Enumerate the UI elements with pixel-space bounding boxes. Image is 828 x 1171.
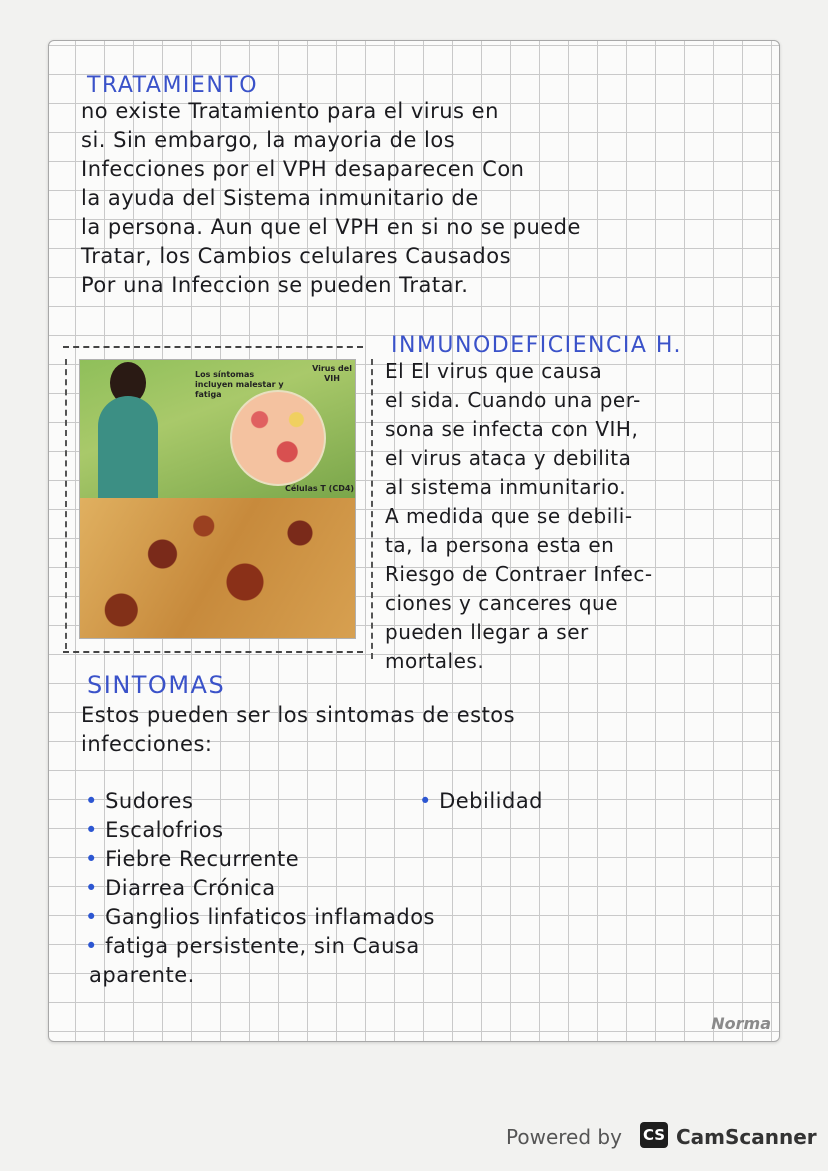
immuno-line: Riesgo de Contraer Infec- xyxy=(385,562,653,586)
symptoms-intro: Estos pueden ser los sintomas de estos xyxy=(81,703,516,727)
immuno-line: A medida que se debili- xyxy=(385,504,633,528)
dashed-divider-right xyxy=(371,359,373,659)
blood-cells-magnified xyxy=(230,390,326,486)
symptom-item: • Diarrea Crónica xyxy=(85,876,276,900)
symptom-item: • Ganglios linfaticos inflamados xyxy=(85,905,435,929)
symptoms-heading: SINTOMAS xyxy=(87,671,226,699)
symptom-item: • Sudores xyxy=(85,789,194,813)
treatment-line: la ayuda del Sistema inmunitario de xyxy=(81,186,479,210)
label-virus: Virus del VIH xyxy=(312,364,352,383)
camscanner-icon: CS xyxy=(640,1122,668,1148)
immuno-line: sona se infecta con VIH, xyxy=(385,417,639,441)
symptom-item: • Debilidad xyxy=(419,789,544,813)
dashed-divider-top xyxy=(63,346,363,348)
treatment-line: Infecciones por el VPH desaparecen Con xyxy=(81,157,525,181)
treatment-line: la persona. Aun que el VPH en si no se puede xyxy=(81,215,581,239)
symptom-item: • Fiebre Recurrente xyxy=(85,847,300,871)
dashed-divider-bottom xyxy=(63,651,363,653)
immuno-line: ta, la persona esta en xyxy=(385,533,615,557)
hiv-illustration xyxy=(79,359,356,639)
treatment-line: no existe Tratamiento para el virus en xyxy=(81,99,499,123)
immuno-line: El El virus que causa xyxy=(385,359,603,383)
dashed-divider-left xyxy=(65,359,67,649)
symptom-item: • Escalofrios xyxy=(85,818,224,842)
label-symptoms: Los síntomas incluyen malestar y fatiga xyxy=(195,370,284,399)
powered-by-text: Powered by xyxy=(506,1125,622,1149)
illustration-symptoms-panel xyxy=(80,360,355,498)
immuno-line: al sistema inmunitario. xyxy=(385,475,627,499)
immuno-line: el virus ataca y debilita xyxy=(385,446,632,470)
label-cells: Células T (CD4) xyxy=(285,484,355,493)
notebook-brand-logo: Norma xyxy=(711,1014,771,1033)
notebook-page xyxy=(48,40,780,1042)
treatment-heading: TRATAMIENTO xyxy=(87,73,259,98)
symptom-item-continued: aparente. xyxy=(89,963,195,987)
symptoms-intro: infecciones: xyxy=(81,732,213,756)
immuno-heading: INMUNODEFICIENCIA H. xyxy=(391,333,683,358)
treatment-line: Por una Infeccion se pueden Tratar. xyxy=(81,273,469,297)
symptom-item: • fatiga persistente, sin Causa xyxy=(85,934,420,958)
treatment-line: Tratar, los Cambios celulares Causados xyxy=(81,244,512,268)
camscanner-name: CamScanner xyxy=(676,1125,817,1149)
immuno-line: pueden llegar a ser xyxy=(385,620,589,644)
treatment-line: si. Sin embargo, la mayoria de los xyxy=(81,128,456,152)
immuno-line: mortales. xyxy=(385,649,485,673)
immuno-line: ciones y canceres que xyxy=(385,591,619,615)
immuno-line: el sida. Cuando una per- xyxy=(385,388,641,412)
illustration-skin-lesions xyxy=(80,498,355,638)
